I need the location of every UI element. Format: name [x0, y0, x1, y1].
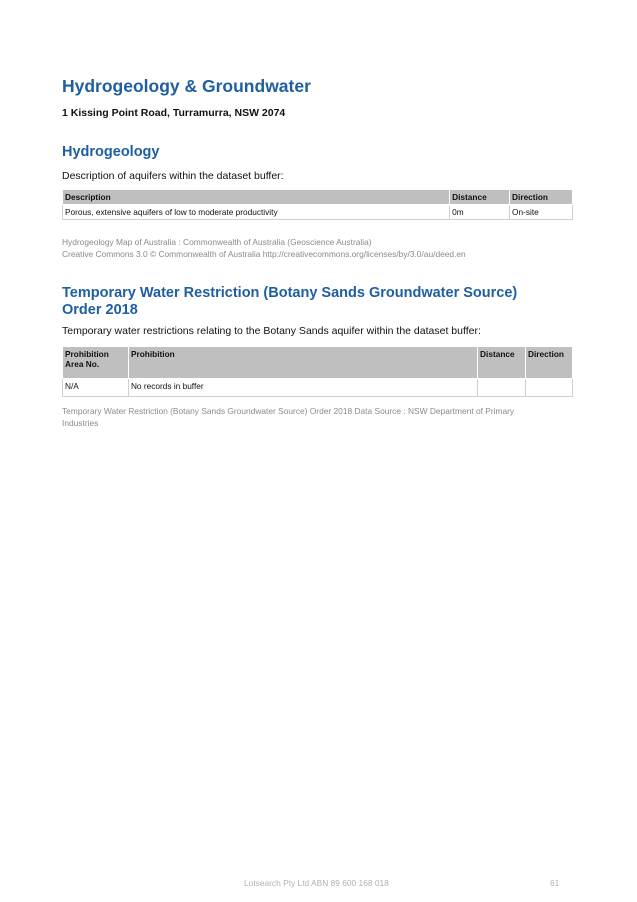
footer-company: Lotsearch Pty Ltd ABN 89 600 168 018 [244, 878, 389, 888]
restriction-table [62, 346, 573, 397]
page-number: 61 [550, 878, 560, 888]
source-line: Creative Commons 3.0 © Commonwealth of Australia http://creativecommons.org/licenses/by/3.0/au/deed.en [62, 249, 466, 259]
source-line: Hydrogeology Map of Australia : Commonwealth of Australia (Geoscience Australia) [62, 237, 372, 247]
hydrogeology-table [62, 189, 573, 220]
cell-distance [478, 379, 526, 397]
cell-direction: On-site [510, 205, 573, 220]
restriction-heading-line: Order 2018 [62, 302, 138, 318]
column-header-prohibition: Prohibition [128, 347, 477, 379]
page-title: Hydrogeology & Groundwater [62, 76, 311, 96]
cell-prohibition-area: N/A [63, 379, 129, 397]
restriction-heading-line: Temporary Water Restriction (Botany Sands Groundwater Source) [62, 285, 518, 301]
source-line: Temporary Water Restriction (Botany Sands Groundwater Source) Order 2018 Data Source : NSW Department of Primary [62, 406, 515, 416]
column-header-direction: Direction [526, 347, 573, 379]
site-address: 1 Kissing Point Road, Turramurra, NSW 2074 [62, 107, 286, 119]
column-header-description: Description [63, 190, 450, 205]
cell-direction [526, 379, 573, 397]
restriction-heading [62, 285, 517, 319]
cell-distance: 0m [450, 205, 510, 220]
restriction-intro: Temporary water restrictions relating to the Botany Sands aquifer within the dataset buffer: [62, 325, 481, 337]
hydrogeology-intro: Description of aquifers within the dataset buffer: [62, 170, 284, 182]
column-header-direction: Direction [510, 190, 573, 205]
column-header-prohibition-area: Prohibition Area No. [63, 347, 129, 379]
source-line: Industries [62, 418, 99, 428]
table-row [63, 379, 573, 397]
table-header-row [63, 190, 573, 205]
table-header-row [63, 347, 573, 379]
table-row [63, 205, 573, 220]
cell-description: Porous, extensive aquifers of low to moderate productivity [63, 205, 450, 220]
column-header-distance: Distance [478, 347, 526, 379]
hydrogeology-heading: Hydrogeology [62, 144, 160, 160]
hydrogeology-source [62, 236, 562, 260]
column-header-distance: Distance [450, 190, 510, 205]
restriction-source [62, 405, 562, 429]
cell-prohibition: No records in buffer [128, 379, 477, 397]
